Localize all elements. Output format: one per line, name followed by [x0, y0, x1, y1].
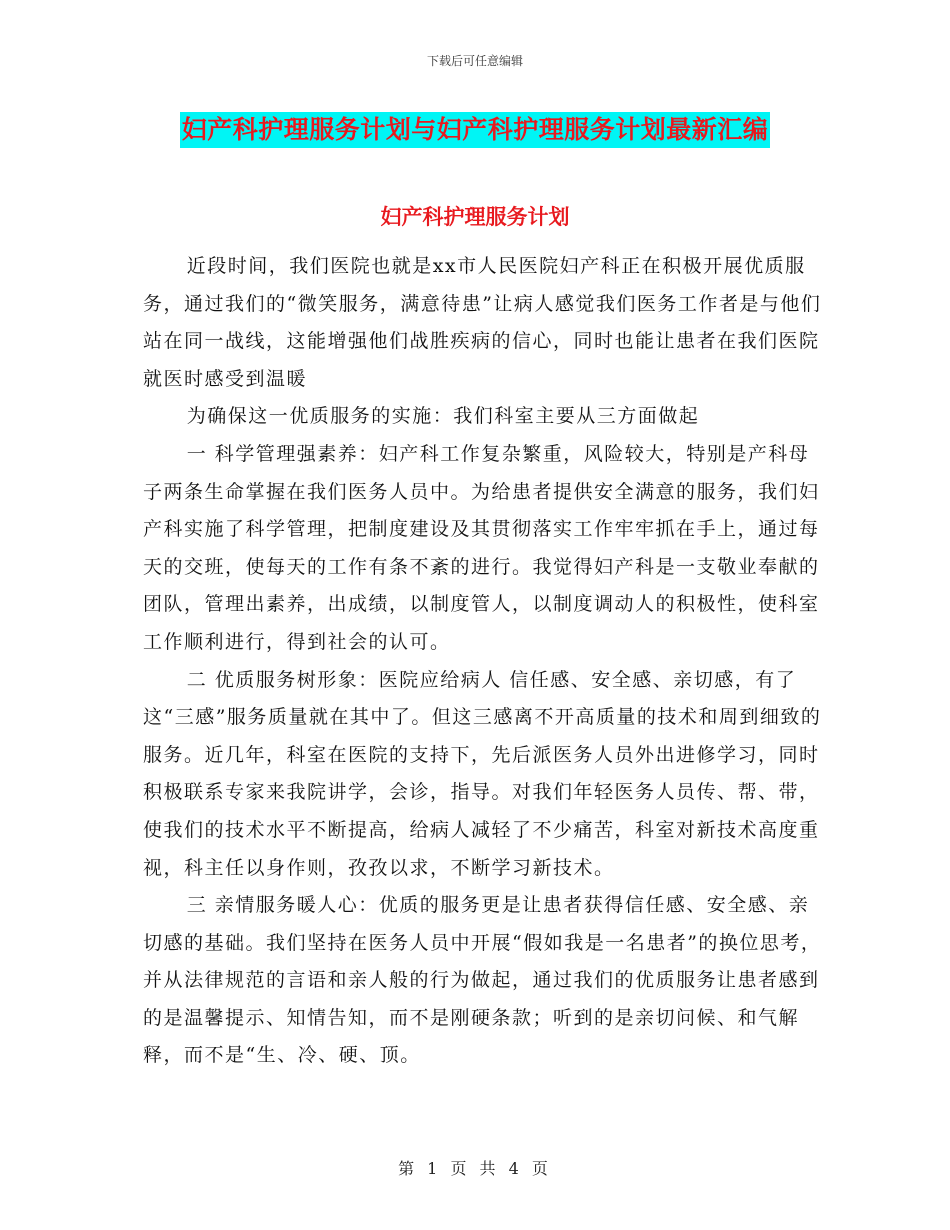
paragraph-point-one: 一 科学管理强素养：妇产科工作复杂繁重，风险较大，特别是产科母子两条生命掌握在我们医务人员中。为给患者提供安全满意的服务，我们妇产科实施了科学管理，把制度建设及其贯彻落实工作牢牢抓在手上，通过每天的交班，使每天的工作有条不紊的进行。我觉得妇产科是一支敬业奉献的团队，管理出素养，出成绩，以制度管人，以制度调动人的积极性，使科室工作顺利进行，得到社会的认可。 [143, 442, 820, 653]
paragraph-approach: 为确保这一优质服务的实施：我们科室主要从三方面做起 [186, 405, 700, 428]
paragraph-intro: 近段时间，我们医院也就是xx市人民医院妇产科正在积极开展优质服务，通过我们的“微笑服务，满意待患”让病人感觉我们医务工作者是与他们站在同一战线，这能增强他们战胜疾病的信心，同时也能让患者在我们医院就医时感受到温暖 [143, 255, 822, 390]
section-title: 妇产科护理服务计划 [380, 205, 570, 229]
document-title-container [0, 112, 950, 148]
document-title: 妇产科护理服务计划与妇产科护理服务计划最新汇编 [180, 112, 771, 148]
paragraph-point-three: 三 亲情服务暖人心：优质的服务更是让患者获得信任感、安全感、亲切感的基础。我们坚持在医务人员中开展“假如我是一名患者”的换位思考，并从法律规范的言语和亲人般的行为做起，通过我们的优质服务让患者感到的是温馨提示、知情告知，而不是刚硬条款；听到的是亲切问候、和气解释，而不是“生、冷、硬、顶。 [143, 894, 822, 1067]
page-header-note: 下载后可任意编辑 [426, 54, 523, 68]
document-body [143, 248, 823, 1075]
paragraph-point-two: 二 优质服务树形象：医院应给病人 信任感、安全感、亲切感，有了这“三感”服务质量就在其中了。但这三感离不开高质量的技术和周到细致的服务。近几年，科室在医院的支持下，先后派医务人员外出进修学习，同时积极联系专家来我院讲学，会诊，指导。对我们年轻医务人员传、帮、带，使我们的技术水平不断提高，给病人减轻了不少痛苦，科室对新技术高度重视，科主任以身作则，孜孜以求，不断学习新技术。 [143, 668, 822, 879]
page-number-footer: 第 1 页 共 4 页 [398, 1159, 552, 1178]
